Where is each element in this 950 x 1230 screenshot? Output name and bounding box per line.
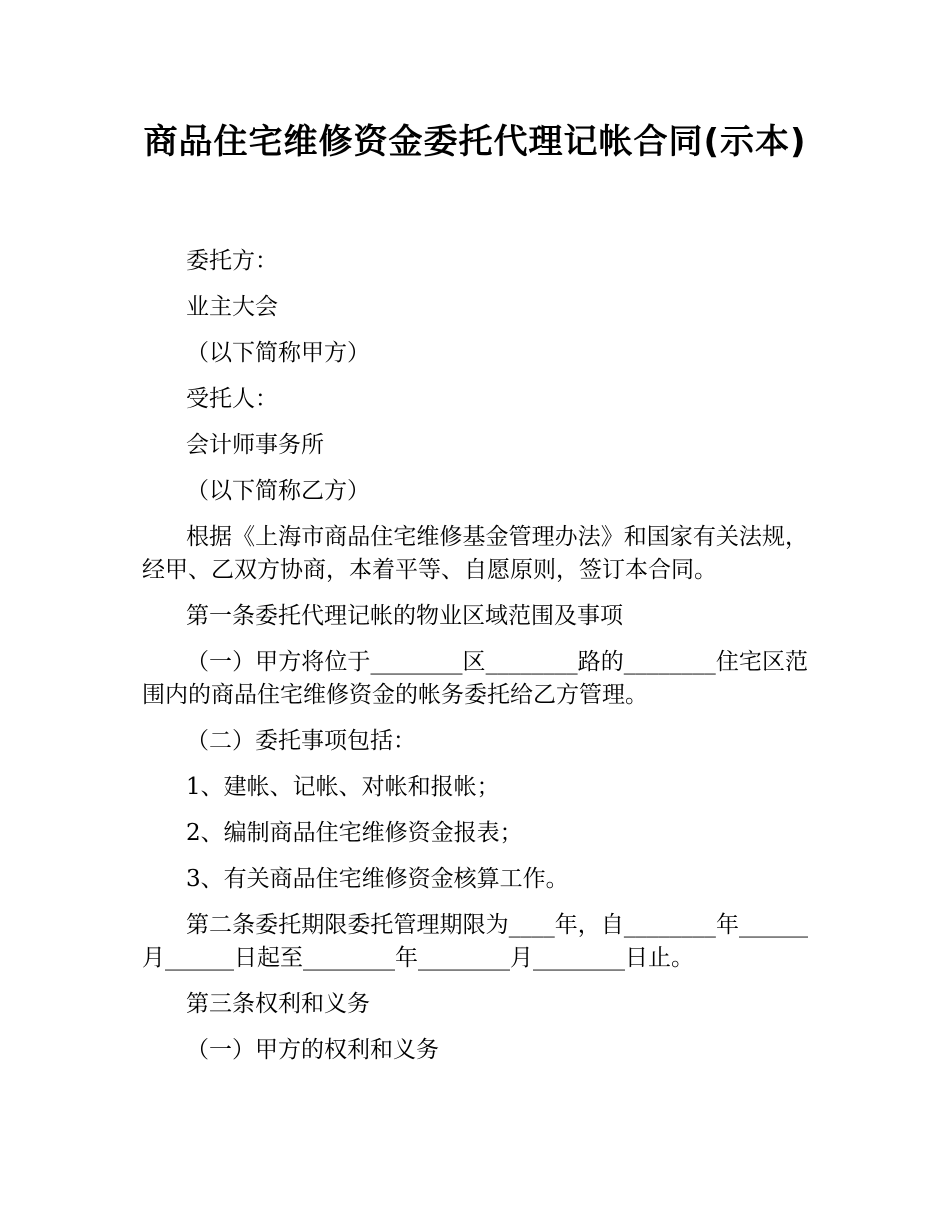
paragraph-client-name: 业主大会 [186, 294, 278, 320]
paragraph-article-1-item-2: （二）委托事项包括： [186, 728, 416, 754]
paragraph-article-3-item-1: （一）甲方的权利和义务 [186, 1037, 439, 1063]
paragraph-client-alias: （以下简称甲方） [186, 340, 370, 366]
paragraph-preamble: 根据《上海市商品住宅维修基金管理办法》和国家有关法规，经甲、乙双方协商，本着平等、自愿原则，签订本合同。 [142, 524, 808, 583]
paragraph-trustee-name: 会计师事务所 [186, 432, 324, 458]
paragraph-article-2: 第二条委托期限委托管理期限为____年，自________年______月______日起至________年________月________日止。 [142, 912, 808, 971]
paragraph-trustee-alias: （以下简称乙方） [186, 478, 370, 504]
document-body [142, 245, 808, 1067]
paragraph-article-3-heading: 第三条权利和义务 [186, 991, 370, 1017]
paragraph-article-1-heading: 第一条委托代理记帐的物业区域范围及事项 [186, 603, 623, 629]
paragraph-list-item-3: 3、有关商品住宅维修资金核算工作。 [186, 866, 569, 892]
paragraph-article-1-item-1: （一）甲方将位于________区________路的________住宅区范围内的商品住宅维修资金的帐务委托给乙方管理。 [142, 649, 808, 708]
paragraph-trustee-label: 受托人： [186, 386, 278, 412]
document-title: 商品住宅维修资金委托代理记帐合同(示本) [143, 122, 807, 162]
paragraph-list-item-2: 2、编制商品住宅维修资金报表； [186, 820, 523, 846]
paragraph-client-label: 委托方： [186, 248, 278, 274]
paragraph-list-item-1: 1、建帐、记帐、对帐和报帐； [186, 774, 500, 800]
